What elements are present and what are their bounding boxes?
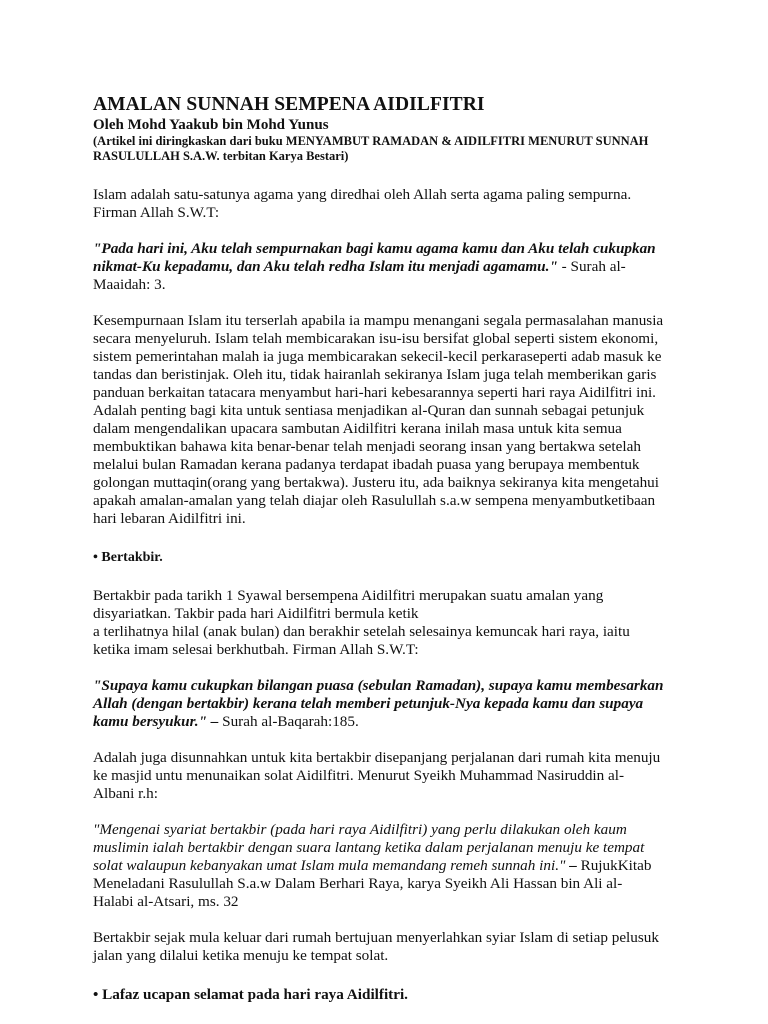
source-note-line: (Artikel ini diringkaskan dari buku MENYAMBUT RAMADAN & AIDILFITRI MENURUT SUNNAH [93, 134, 649, 148]
quote-text: kamu bersyukur." – [93, 713, 219, 730]
text-line: Adalah penting bagi kita untuk sentiasa menjadikan al-Quran dan sunnah sebagai petunjuk [93, 402, 645, 419]
text-line: disyariatkan. Takbir pada hari Aidilfitri bermula ketik [93, 605, 419, 622]
text-line: a terlihatnya hilal (anak bulan) dan berakhir setelah selesainya kemuncak hari raya, iaitu [93, 623, 630, 640]
paragraph-perfection [93, 312, 683, 528]
quote-baqarah [93, 677, 683, 731]
quote-maaidah [93, 240, 683, 294]
text-line: sistem pemerintahan malah ia juga membicarakan sekecil-kecil perkaraseperti adab masuk ke [93, 348, 662, 365]
quote-reference: - Surah al- [557, 258, 626, 275]
paragraph-intro [93, 186, 683, 222]
text-line: Albani r.h: [93, 785, 158, 802]
article-source-note [93, 134, 683, 164]
text-line: Bertakbir sejak mula keluar dari rumah bertujuan menyerlahkan syiar Islam di setiap pelusuk [93, 929, 659, 946]
quote-line: Allah (dengan bertakbir) kerana telah memberi petunjuk-Nya kepada kamu dan supaya [93, 695, 644, 712]
text-line: ke masjid untu menunaikan solat Aidilfitri. Menurut Syeikh Muhammad Nasiruddin al- [93, 767, 625, 784]
text-line: Bertakbir pada tarikh 1 Syawal bersempena Aidilfitri merupakan suatu amalan yang [93, 587, 604, 604]
text-line: panduan berkaitan tatacara menyambut hari-hari kebesarannya seperti hari raya Aidilfitri ini. [93, 384, 656, 401]
section-heading-lafaz: • Lafaz ucapan selamat pada hari raya Aidilfitri. [93, 986, 408, 1003]
text-line: golongan muttaqin(orang yang bertakwa). Justeru itu, ada baiknya sekiranya kita mengetahui [93, 474, 659, 491]
text-line: ketika imam selesai berkhutbah. Firman Allah S.W.T: [93, 641, 419, 658]
quote-reference: Halabi al-Atsari, ms. 32 [93, 893, 239, 910]
paragraph-syiar [93, 929, 683, 965]
quote-albani [93, 821, 683, 911]
article-author: Oleh Mohd Yaakub bin Mohd Yunus [93, 117, 329, 133]
article-title: AMALAN SUNNAH SEMPENA AIDILFITRI [93, 94, 485, 115]
quote-dash: – [565, 857, 577, 874]
quote-reference: Maaidah: 3. [93, 276, 166, 293]
text-line: hari lebaran Aidilfitri ini. [93, 510, 246, 527]
text-line: tandas dan beristinjak. Oleh itu, tidak hairanlah sekiranya Islam juga telah memberikan garis [93, 366, 657, 383]
text-line: Firman Allah S.W.T: [93, 204, 220, 221]
quote-line: muslimin ialah bertakbir dengan suara lantang ketika dalam perjalanan menuju ke tempat [93, 839, 645, 856]
quote-line [93, 857, 683, 875]
quote-reference: Meneladani Rasulullah S.a.w Dalam Berhari Raya, karya Syeikh Ali Hassan bin Ali al- [93, 875, 623, 892]
quote-reference: RujukKitab [576, 857, 652, 874]
quote-line [93, 713, 683, 731]
text-line: apakah amalan-amalan yang telah diajar oleh Rasulullah s.a.w sempena menyambutketibaan [93, 492, 656, 509]
text-line: melalui bulan Ramadan kerana padanya terdapat ibadah puasa yang berupaya membentuk [93, 456, 640, 473]
quote-text: solat walaupun kebanyakan umat Islam mula memandang remeh sunnah ini." [93, 857, 566, 874]
section-heading-bertakbir: • Bertakbir. [93, 550, 163, 565]
quote-text: nikmat-Ku kepadamu, dan Aku telah redha Islam itu menjadi agamamu." [93, 258, 558, 275]
article-body [93, 94, 683, 1004]
text-line: jalan yang dilalui ketika menuju ke tempat solat. [93, 947, 389, 964]
quote-line [93, 258, 683, 276]
text-line: secara menyeluruh. Islam telah membicarakan isu-isu bersifat global seperti sistem ekonomi, [93, 330, 659, 347]
paragraph-masjid [93, 749, 683, 803]
text-line: Kesempurnaan Islam itu terserlah apabila ia mampu menangani segala permasalahan manusia [93, 312, 664, 329]
quote-line: "Supaya kamu cukupkan bilangan puasa (sebulan Ramadan), supaya kamu membesarkan [93, 677, 664, 694]
source-note-line: RASULULLAH S.A.W. terbitan Karya Bestari) [93, 149, 349, 163]
text-line: membuktikan bahawa kita benar-benar telah menjadi seorang insan yang bertakwa setelah [93, 438, 641, 455]
quote-line: "Pada hari ini, Aku telah sempurnakan bagi kamu agama kamu dan Aku telah cukupkan [93, 240, 656, 257]
quote-line: "Mengenai syariat bertakbir (pada hari raya Aidilfitri) yang perlu dilakukan oleh kaum [93, 821, 627, 838]
text-line: dalam mengendalikan upacara sambutan Aidilfitri kerana inilah masa untuk kita semua [93, 420, 622, 437]
text-line: Adalah juga disunnahkan untuk kita bertakbir disepanjang perjalanan dari rumah kita menuju [93, 749, 661, 766]
text-line: Islam adalah satu-satunya agama yang diredhai oleh Allah serta agama paling sempurna. [93, 186, 632, 203]
paragraph-bertakbir [93, 587, 683, 659]
quote-reference: Surah al-Baqarah:185. [218, 713, 359, 730]
